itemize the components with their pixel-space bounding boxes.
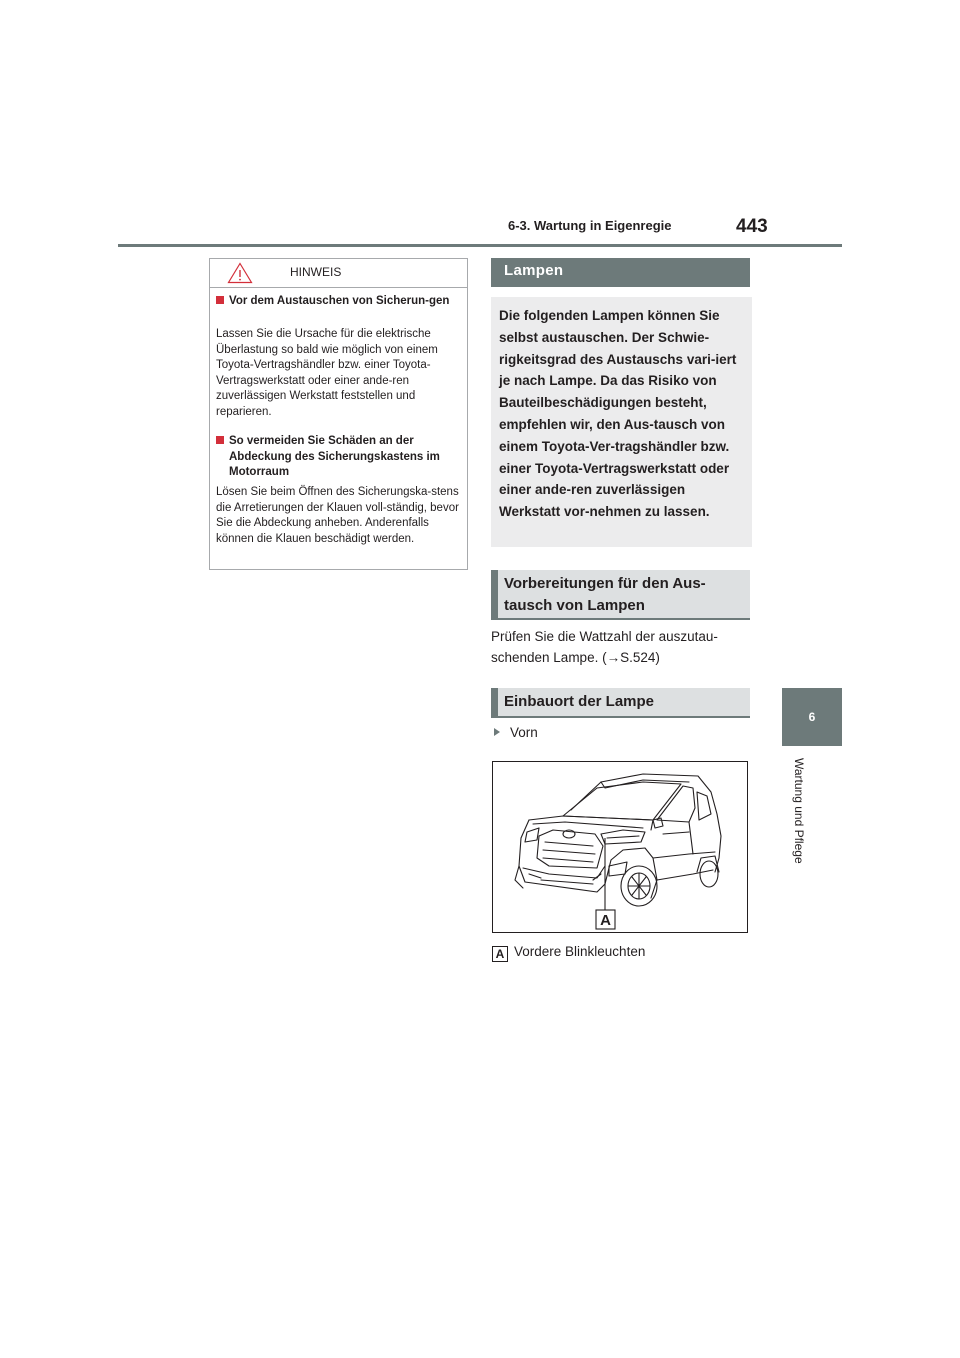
preparation-text: Prüfen Sie die Wattzahl der auszutau-schenden Lampe. (→S.524): [491, 629, 718, 665]
car-illustration: [492, 761, 748, 933]
chapter-tab[interactable]: [782, 688, 842, 746]
notice-heading-2: So vermeiden Sie Schäden an der Abdeckung des Sicherungskastens im Motorraum: [216, 434, 477, 481]
car-front-drawing: [493, 762, 747, 932]
bullet-vorn: Vorn: [494, 725, 538, 740]
page-number: 443: [736, 216, 768, 237]
preparation-heading: Vorbereitungen für den Aus-tausch von Lampen: [491, 570, 750, 620]
legend-text: Vordere Blinkleuchten: [514, 944, 646, 959]
warning-triangle-icon: [227, 262, 253, 284]
lampen-intro-text: Die folgenden Lampen können Sie selbst austauschen. Der Schwie-rigkeitsgrad des Austauschs vari-iert je nach Lampe. Da das Risiko von Bauteilbeschädigungen besteht, empfehlen wir, den Aus-tausch von einem Toyota-Ver-tragshändler bzw. einer Toyota-Vertragswerkstatt oder einer ande-ren zuverlässigen Werkstatt vor-nehmen zu lassen.: [499, 308, 737, 520]
notice-divider: [210, 287, 467, 288]
notice-title: HINWEIS: [290, 265, 342, 279]
notice-text-1: Lassen Sie die Ursache für die elektrische Überlastung so bald wie möglich von einem Toyota-Vertragshändler bzw. einer Toyota-Vertragswerkstatt oder einer ande-ren zuverlässigen Werkstatt feststellen und reparieren.: [216, 328, 438, 418]
location-heading: Einbauort der Lampe: [491, 688, 750, 718]
red-square-icon: [216, 436, 224, 444]
chapter-number: 6: [808, 710, 816, 724]
notice-box: [209, 258, 468, 570]
red-square-icon: [216, 296, 224, 304]
chapter-label: Wartung und Pflege: [792, 758, 806, 864]
bullet-triangle-icon: [494, 728, 500, 736]
lampen-intro-box: [491, 297, 752, 547]
callout-letter: A: [600, 912, 611, 929]
legend-letter: A: [492, 946, 508, 962]
lampen-heading: Lampen: [491, 258, 750, 287]
notice-header: [210, 259, 467, 287]
legend-item: [492, 944, 645, 962]
notice-heading-1: Vor dem Austauschen von Sicherun-gen: [216, 294, 477, 310]
section-title: 6-3. Wartung in Eigenregie: [508, 218, 672, 233]
header-rule: [118, 244, 842, 247]
notice-text-2: Lösen Sie beim Öffnen des Sicherungska-stens die Arretierungen der Klauen voll-ständig, bevor Sie die Abdeckung anheben. Anderenfalls können die Klauen beschädigt werden.: [216, 486, 459, 545]
